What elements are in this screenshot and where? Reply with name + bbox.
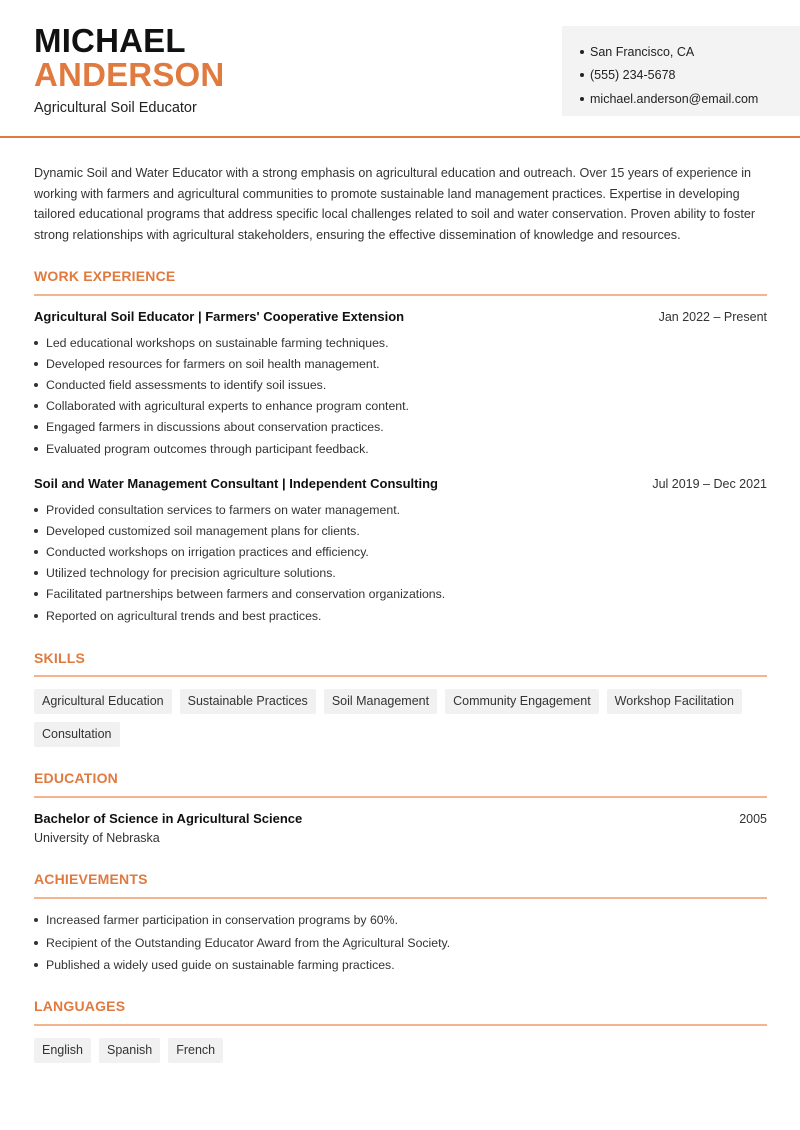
bullet-text: Developed customized soil management plans for clients. — [46, 523, 360, 538]
bullet-icon — [34, 571, 38, 575]
bullet-text: Evaluated program outcomes through participant feedback. — [46, 441, 369, 456]
bullet-icon — [34, 404, 38, 408]
degree: Bachelor of Science in Agricultural Science — [34, 811, 303, 826]
section-title-education: EDUCATION — [34, 770, 118, 786]
language-tag: English — [34, 1038, 91, 1063]
bullet-icon — [34, 592, 38, 596]
section-divider — [34, 897, 767, 899]
skill-tag: Sustainable Practices — [180, 689, 316, 714]
contact-location — [580, 40, 800, 64]
bullet-icon — [34, 508, 38, 512]
list-item — [34, 584, 767, 605]
bullet-text: Facilitated partnerships between farmers and conservation organizations. — [46, 587, 446, 602]
list-item — [34, 438, 767, 459]
phone-text: (555) 234-5678 — [590, 68, 676, 83]
skill-tag: Workshop Facilitation — [607, 689, 742, 714]
bullet-icon — [34, 383, 38, 387]
list-item — [34, 605, 767, 626]
bullet-text: Conducted field assessments to identify soil issues. — [46, 377, 327, 392]
language-tag: Spanish — [99, 1038, 160, 1063]
job-role: Agricultural Soil Educator | Farmers' Cooperative Extension — [34, 309, 405, 324]
bullet-icon — [34, 425, 38, 429]
section-title-achievements: ACHIEVEMENTS — [34, 871, 148, 887]
job-bullets — [34, 499, 767, 626]
bullet-text: Developed resources for farmers on soil health management. — [46, 356, 380, 371]
bullet-text: Utilized technology for precision agriculture solutions. — [46, 566, 336, 581]
section-divider — [34, 1024, 767, 1026]
bullet-text: Led educational workshops on sustainable farming techniques. — [46, 335, 389, 350]
section-title-languages: LANGUAGES — [34, 998, 126, 1014]
section-divider — [34, 675, 767, 677]
bullet-text: Engaged farmers in discussions about conservation practices. — [46, 420, 384, 435]
job-dates: Jul 2019 – Dec 2021 — [652, 477, 767, 491]
list-item — [34, 520, 767, 541]
email-text: michael.anderson@email.com — [590, 91, 759, 106]
section-title-skills: SKILLS — [34, 650, 85, 666]
list-item — [34, 932, 767, 955]
job-dates: Jan 2022 – Present — [658, 310, 767, 324]
bullet-text: Provided consultation services to farmers on water management. — [46, 502, 401, 517]
list-item — [34, 954, 767, 977]
job-bullets — [34, 332, 767, 459]
achievements-list — [34, 909, 767, 977]
list-item — [34, 499, 767, 520]
bullet-text: Collaborated with agricultural experts to enhance program content. — [46, 399, 409, 414]
location-text: San Francisco, CA — [590, 44, 695, 59]
bullet-text: Published a widely used guide on sustainable farming practices. — [46, 958, 395, 973]
bullet-icon — [34, 614, 38, 618]
bullet-text: Reported on agricultural trends and best practices. — [46, 608, 322, 623]
school-name: University of Nebraska — [34, 831, 160, 845]
list-item — [34, 909, 767, 932]
bullet-icon — [34, 529, 38, 533]
bullet-icon — [34, 447, 38, 451]
languages-tags — [34, 1038, 767, 1063]
resume-header — [0, 0, 800, 138]
bullet-icon — [34, 341, 38, 345]
section-divider — [34, 294, 767, 296]
summary-paragraph: Dynamic Soil and Water Educator with a strong emphasis on agricultural education and outreach. Over 15 years of experience in working with farmers and agricultural communities to promote sustainable land management practices. Expertise in developing tailored educational programs that address specific local challenges related to soil and water conservation. Proven ability to foster strong relationships with agricultural stakeholders, ensuring the effective dissemination of knowledge and resources. — [34, 166, 756, 243]
skill-tag: Agricultural Education — [34, 689, 172, 714]
bullet-text: Increased farmer participation in conservation programs by 60%. — [46, 913, 398, 928]
bullet-icon — [34, 362, 38, 366]
bullet-icon — [580, 97, 584, 101]
list-item — [34, 417, 767, 438]
contact-email — [580, 87, 800, 111]
job-role: Soil and Water Management Consultant | Independent Consulting — [34, 476, 438, 491]
skills-tags — [34, 689, 767, 747]
section-divider — [34, 796, 767, 798]
contact-phone — [580, 64, 800, 88]
list-item — [34, 563, 767, 584]
bullet-icon — [580, 50, 584, 54]
language-tag: French — [168, 1038, 223, 1063]
list-item — [34, 374, 767, 395]
bullet-text: Conducted workshops on irrigation practices and efficiency. — [46, 544, 369, 559]
first-name: MICHAEL — [34, 22, 186, 59]
section-title-work: WORK EXPERIENCE — [34, 268, 176, 284]
graduation-year: 2005 — [739, 812, 767, 826]
contact-box — [562, 26, 800, 116]
bullet-icon — [34, 550, 38, 554]
job-header — [34, 476, 767, 491]
list-item — [34, 396, 767, 417]
job-title: Agricultural Soil Educator — [34, 100, 197, 116]
bullet-icon — [580, 73, 584, 77]
bullet-icon — [34, 918, 38, 922]
list-item — [34, 332, 767, 353]
bullet-icon — [34, 963, 38, 967]
job-header — [34, 309, 767, 324]
bullet-icon — [34, 941, 38, 945]
skill-tag: Soil Management — [324, 689, 437, 714]
education-header — [34, 811, 767, 826]
skill-tag: Consultation — [34, 722, 120, 747]
list-item — [34, 541, 767, 562]
list-item — [34, 353, 767, 374]
last-name: ANDERSON — [34, 56, 225, 93]
skill-tag: Community Engagement — [445, 689, 599, 714]
bullet-text: Recipient of the Outstanding Educator Award from the Agricultural Society. — [46, 935, 451, 950]
